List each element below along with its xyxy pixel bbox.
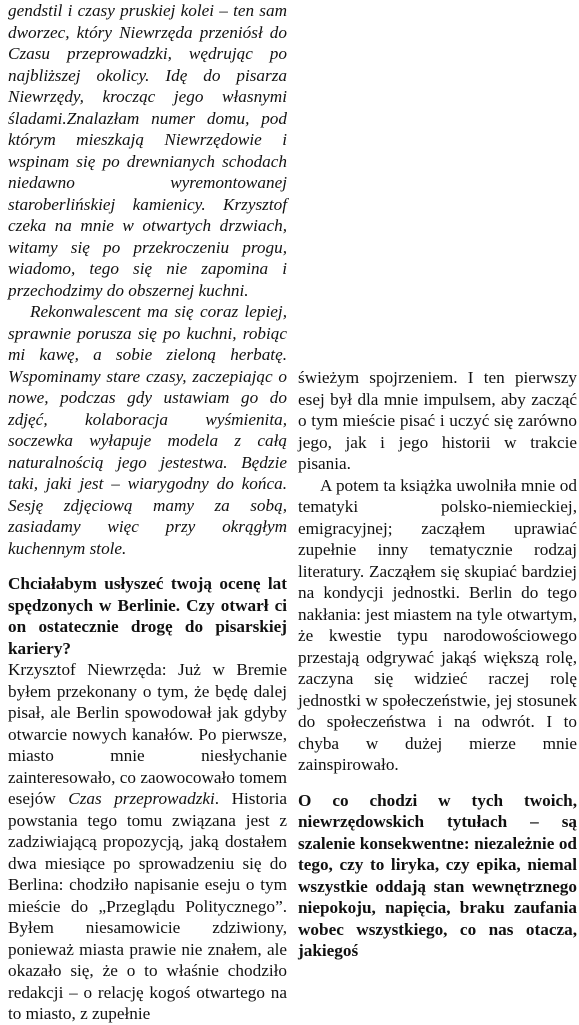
speaker-name: Krzysztof Niewrzęda: bbox=[8, 660, 167, 679]
interview-question: Chciałabym usłyszeć twoją ocenę lat spędzonych w Berlinie. Czy otwarł ci on ostatecznie drogę do pisarskiej kariery? bbox=[8, 574, 287, 658]
intro-paragraph: Rekonwalescent ma się coraz lepiej, sprawnie porusza się po kuchni, robiąc mi kawę, a sobie zieloną herbatę. Wspominamy stare czasy, zaczepiając o nowe, podczas gdy ustawiam go do zdjęć, kolaboracja wyśmienita, soczewka wyłapuje modela z całą naturalnością jego jestestwa. Będzie taki, jaki jest – wiarygodny do końca. Sesję zdjęciową mamy za sobą, zasiadamy więc przy okrągłym kuchennym stole. bbox=[8, 302, 287, 558]
answer-text: . Historia powstania tego tomu związana jest z zadziwiającą propozycją, jaką dostałem dwa miesiące po sprowadzeniu się do Berlina: chodziło napisanie eseju o tym mieście do „Przeglądu Politycznego”. Byłem niesamowicie zdziwiony, ponieważ miasta prawie nie znałem, ale okazało się, że o to właśnie chodziło redakcji – o relację kogoś otwartego na to miasto, z zupełnie bbox=[8, 789, 287, 1023]
answer-paragraph: A potem ta książka uwolniła mnie od tematyki polsko-niemieckiej, emigracyjnej; zacząłem uprawiać zupełnie inny tematycznie rodzaj literatury. Zacząłem się skupiać bardziej na kondycji jednostki. Berlin do tego nakłania: jest miastem na tyle otwartym, że kwestie typu narodowościowego przestają odgrywać jakąś większą rolę, zaczyna się widzieć raczej rolę jednostki w społeczeństwie, jej stosunek do społeczeństwa i na odwrót. I to chyba w dużej mierze mnie zainspirowało. bbox=[298, 475, 577, 774]
interview-question: O co chodzi w tych twoich, niewrzędowskich tytułach – są szalenie konsekwentne: niezależnie od tego, czy to liryka, czy epika, niemal wszystkie oddają stan wewnętrznego niepokoju, napięcia, braku zaufania wobec wszystkiego, co nas otacza, jakiegoś bbox=[298, 790, 577, 960]
interview-answer bbox=[8, 659, 287, 1025]
left-column bbox=[8, 0, 287, 1025]
intro-paragraph: gendstil i czasy pruskiej kolei – ten sam dworzec, który Niewrzęda przeniósł do Czasu przeprowadzki, wędrując po najbliższej okolicy. Idę do pisarza Niewrzędy, krocząc jego własnymi śladami.Znalazłam numer domu, pod którym mieszkają Niewrzędowie i wspinam się po drewnianych schodach niedawno wyremontowanej staroberlińskiej kamienicy. Krzysztof czeka na mnie w otwartych drzwiach, witamy się po przekroczeniu progu, wiadomo, tego się nie zapomina i przechodzimy do obszernej kuchni. bbox=[8, 1, 287, 300]
right-column bbox=[298, 367, 577, 962]
answer-text: Już w Bremie byłem przekonany o tym, że będę dalej pisał, ale Berlin spowodował jak gdyby otwarcie nowych kanałów. Po pierwsze, miasto mnie niesłychanie zainteresowało, co zaowocowało tomem esejów bbox=[8, 660, 287, 808]
answer-continuation: świeżym spojrzeniem. I ten pierwszy esej był dla mnie impulsem, aby zacząć o tym mieście pisać i uczyć się zarówno jego, jak i jego historii w trakcie pisania. bbox=[298, 368, 577, 473]
book-title: Czas przeprowadzki bbox=[68, 789, 215, 808]
